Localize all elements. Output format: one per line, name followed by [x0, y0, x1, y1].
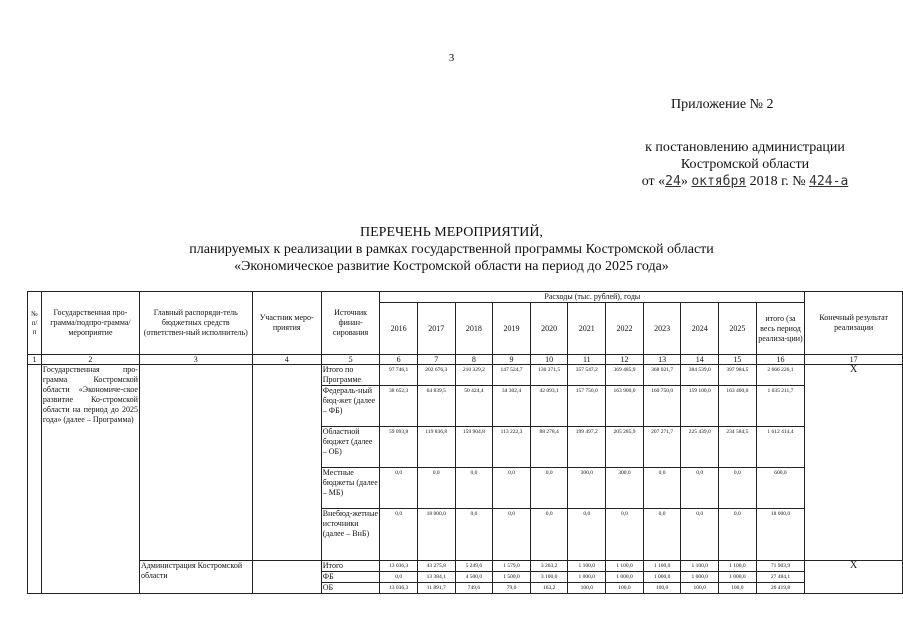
total-cell: 1 035 211,7: [756, 386, 805, 427]
value-cell: 210 329,2: [455, 365, 493, 386]
measures-table: [27, 291, 903, 594]
column-number: 1: [28, 355, 42, 365]
value-cell: 100,0: [681, 583, 719, 594]
column-number: 7: [417, 355, 455, 365]
value-cell: 1 100,0: [643, 561, 681, 572]
header-year-2021: 2021: [568, 303, 606, 355]
source-cell: Итого по Программе: [321, 365, 380, 386]
result-cell: Х: [805, 561, 903, 594]
source-cell: Местные бюджеты (далее – МБ): [321, 468, 380, 509]
column-number: 6: [380, 355, 418, 365]
value-cell: 300,0: [606, 468, 644, 509]
value-cell: 0,0: [530, 468, 568, 509]
header-year-2019: 2019: [493, 303, 531, 355]
column-number: 4: [252, 355, 321, 365]
total-cell: 26 419,8: [756, 583, 805, 594]
total-cell: 600,0: [756, 468, 805, 509]
resolution-date-line: [600, 173, 890, 190]
value-cell: 38 652,3: [380, 386, 418, 427]
page-number: 3: [448, 52, 455, 64]
value-cell: 1 000,0: [606, 572, 644, 583]
value-cell: 0,0: [493, 468, 531, 509]
value-cell: 157 750,0: [568, 386, 606, 427]
total-cell: 2 666 226,1: [756, 365, 805, 386]
value-cell: 0,0: [568, 509, 606, 561]
total-cell: 1 612 414,4: [756, 427, 805, 468]
value-cell: 1 100,0: [681, 561, 719, 572]
resolution-month: октября: [691, 174, 747, 189]
resolution-block: [600, 139, 890, 190]
value-cell: 163,2: [530, 583, 568, 594]
value-cell: 0,0: [380, 468, 418, 509]
header-expenses: Расходы (тыс. рублей), годы: [380, 292, 805, 303]
column-number: 11: [568, 355, 606, 365]
value-cell: 0,0: [417, 468, 455, 509]
value-cell: 3 100,0: [530, 572, 568, 583]
value-cell: 0,0: [455, 509, 493, 561]
resolution-number: 424-а: [809, 174, 849, 189]
header-year-2018: 2018: [455, 303, 493, 355]
main-manager-cell: [139, 365, 252, 561]
main-manager-cell: Администрация Костромской области: [139, 561, 252, 594]
title-line-2: планируемых к реализации в рамках государственной программы Костромской области: [189, 242, 714, 257]
value-cell: 11 891,7: [417, 583, 455, 594]
value-cell: 0,0: [719, 468, 757, 509]
document-title: [0, 224, 903, 275]
header-total: итого (за весь период реализа-ции): [756, 303, 805, 355]
value-cell: 42 093,1: [530, 386, 568, 427]
value-cell: 749,6: [455, 583, 493, 594]
column-number: 5: [321, 355, 380, 365]
source-cell: Областной бюджет (далее – ОБ): [321, 427, 380, 468]
resolution-year: 2018 г. №: [746, 174, 810, 189]
value-cell: 159 904,8: [455, 427, 493, 468]
value-cell: 59 093,8: [380, 427, 418, 468]
value-cell: 202 676,3: [417, 365, 455, 386]
value-cell: 100,0: [606, 583, 644, 594]
value-cell: 160 750,0: [643, 386, 681, 427]
column-number: 16: [756, 355, 805, 365]
value-cell: 43 275,8: [417, 561, 455, 572]
value-cell: 119 836,8: [417, 427, 455, 468]
value-cell: 1 000,0: [643, 572, 681, 583]
value-cell: 1 100,0: [568, 561, 606, 572]
value-cell: 147 524,7: [493, 365, 531, 386]
value-cell: 234 584,5: [719, 427, 757, 468]
column-number: 9: [493, 355, 531, 365]
header-result: Конечный результат реализации: [805, 292, 903, 355]
value-cell: 225 439,0: [681, 427, 719, 468]
header-year-2025: 2025: [719, 303, 757, 355]
result-cell: Х: [805, 365, 903, 561]
value-cell: 0,0: [681, 509, 719, 561]
table-row: [28, 561, 903, 572]
value-cell: 0,0: [681, 468, 719, 509]
value-cell: 97 746,1: [380, 365, 418, 386]
header-main-manager: Главный распоряди-тель бюджетных средств (ответствен-ный исполнитель): [139, 292, 252, 355]
column-number: 17: [805, 355, 903, 365]
value-cell: 34 302,4: [493, 386, 531, 427]
value-cell: 357 547,2: [568, 365, 606, 386]
total-cell: 18 000,0: [756, 509, 805, 561]
column-number: 3: [139, 355, 252, 365]
row-number-cell: [28, 365, 42, 594]
header-participant: Участник меро-приятия: [252, 292, 321, 355]
header-program: Государственная про-грамма/подпро-грамма/мероприятие: [41, 292, 139, 355]
source-cell: ФБ: [321, 572, 380, 583]
value-cell: 0,0: [719, 509, 757, 561]
value-cell: 0,0: [643, 468, 681, 509]
value-cell: 1 000,0: [568, 572, 606, 583]
source-cell: Федераль-ный бюд-жет (далее – ФБ): [321, 386, 380, 427]
value-cell: 79,0: [493, 583, 531, 594]
value-cell: 100,0: [568, 583, 606, 594]
value-cell: 0,0: [455, 468, 493, 509]
header-year-2016: 2016: [380, 303, 418, 355]
program-name-cell: Государственная про-грамма Костромской области «Экономиче-ское развитие Ко-стромской области на период до 2025 года» (далее – Программа): [41, 365, 139, 594]
value-cell: 0,0: [380, 572, 418, 583]
header-year-2022: 2022: [606, 303, 644, 355]
resolution-line-2: Костромской области: [680, 157, 810, 172]
value-cell: 205 285,9: [606, 427, 644, 468]
source-cell: Внебюд-жетные источники (далее – ВнБ): [321, 509, 380, 561]
header-source: Источник финан-сирования: [321, 292, 380, 355]
value-cell: 397 984,5: [719, 365, 757, 386]
value-cell: 1 100,0: [719, 561, 757, 572]
value-cell: 159 100,0: [681, 386, 719, 427]
header-num: № п/ п: [28, 292, 42, 355]
resolution-day: 24: [665, 174, 681, 189]
header-year-2024: 2024: [681, 303, 719, 355]
column-number: 2: [41, 355, 139, 365]
title-line-3: «Экономическое развитие Костромской области на период до 2025 года»: [234, 259, 669, 274]
column-number: 12: [606, 355, 644, 365]
total-cell: 27 484,1: [756, 572, 805, 583]
value-cell: 1 000,0: [719, 572, 757, 583]
value-cell: 0,0: [643, 509, 681, 561]
value-cell: 1 500,0: [493, 572, 531, 583]
value-cell: 1 579,0: [493, 561, 531, 572]
value-cell: 130 371,5: [530, 365, 568, 386]
value-cell: 3 263,2: [530, 561, 568, 572]
value-cell: 88 278,4: [530, 427, 568, 468]
title-line-1: ПЕРЕЧЕНЬ МЕРОПРИЯТИЙ,: [360, 225, 543, 240]
value-cell: 13 036,3: [380, 583, 418, 594]
value-cell: 100,0: [719, 583, 757, 594]
value-cell: 100,0: [643, 583, 681, 594]
column-number: 8: [455, 355, 493, 365]
resolution-line-1: к постановлению администрации: [645, 140, 845, 155]
value-cell: 4 500,0: [455, 572, 493, 583]
value-cell: 368 021,7: [643, 365, 681, 386]
value-cell: 0,0: [530, 509, 568, 561]
value-cell: 163 900,0: [606, 386, 644, 427]
appendix-label: Приложение № 2: [671, 97, 774, 112]
column-number: 10: [530, 355, 568, 365]
participant-cell: [252, 561, 321, 594]
value-cell: 0,0: [380, 509, 418, 561]
header-year-2020: 2020: [530, 303, 568, 355]
source-cell: ОБ: [321, 583, 380, 594]
participant-cell: [252, 365, 321, 561]
value-cell: 0,0: [493, 509, 531, 561]
column-number: 14: [681, 355, 719, 365]
column-number: 15: [719, 355, 757, 365]
value-cell: 300,0: [568, 468, 606, 509]
value-cell: 64 839,5: [417, 386, 455, 427]
header-year-2017: 2017: [417, 303, 455, 355]
value-cell: 13 384,1: [417, 572, 455, 583]
value-cell: 5 249,6: [455, 561, 493, 572]
value-cell: 207 271,7: [643, 427, 681, 468]
value-cell: 18 000,0: [417, 509, 455, 561]
table-row: [28, 365, 903, 386]
column-number: 13: [643, 355, 681, 365]
header-year-2023: 2023: [643, 303, 681, 355]
source-cell: Итого: [321, 561, 380, 572]
value-cell: 369 485,9: [606, 365, 644, 386]
date-mid: »: [680, 174, 692, 189]
value-cell: 113 222,3: [493, 427, 531, 468]
value-cell: 50 424,4: [455, 386, 493, 427]
value-cell: 0,0: [606, 509, 644, 561]
value-cell: 1 100,0: [606, 561, 644, 572]
date-prefix: от «: [641, 174, 666, 189]
value-cell: 199 497,2: [568, 427, 606, 468]
total-cell: 71 903,9: [756, 561, 805, 572]
value-cell: 163 400,0: [719, 386, 757, 427]
value-cell: 1 000,0: [681, 572, 719, 583]
value-cell: 13 036,3: [380, 561, 418, 572]
value-cell: 384 539,0: [681, 365, 719, 386]
